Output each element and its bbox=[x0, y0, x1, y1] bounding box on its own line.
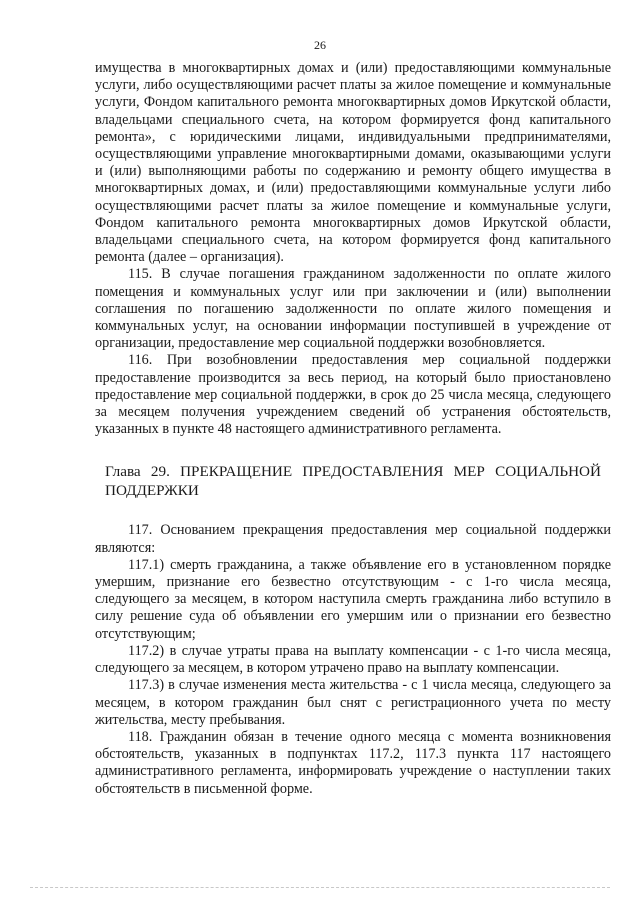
document-body bbox=[95, 60, 611, 798]
page-number: 26 bbox=[314, 38, 326, 52]
paragraph-115: 115. В случае погашения гражданином задолженности по оплате жилого помещения и коммунальных услуг или при заключении и (или) выполнении соглашения по погашению задолженности по оплате жилого помещения и коммунальных услуг, на основании информации поступившей в учреждение от организации, предоставление мер социальной поддержки возобновляется. bbox=[95, 266, 611, 352]
paragraph-117-1: 117.1) смерть гражданина, а также объявление его в установленном порядке умершим, признание его безвестно отсутствующим - с 1-го числа месяца, следующего за месяцем, в котором наступила смерть гражданина либо вступило в силу решение суда об объявлении его умершим или о признании его безвестно отсутствующим; bbox=[95, 556, 611, 642]
paragraph-continuation: имущества в многоквартирных домах и (или) предоставляющими коммунальные услуги, либо осуществляющими расчет платы за жилое помещение и коммунальные услуги, Фондом капитального ремонта многоквартирных домов Иркутской области, владельцами специального счета, на котором формируется фонд капитального ремонта», с юридическими лицами, индивидуальными предпринимателями, осуществляющими управление многоквартирными домами, оказывающими услуги и (или) выполняющими работы по содержанию и ремонту общего имущества в многоквартирных домах, и (или) предоставляющими коммунальные услуги либо осуществляющими расчет платы за жилое помещение и коммунальные услуги, Фондом капитального ремонта многоквартирных домов Иркутской области, владельцами специального счета, на котором формируется фонд капитального ремонта (далее – организация). bbox=[95, 60, 611, 266]
paragraph-117: 117. Основанием прекращения предоставления мер социальной поддержки являются: bbox=[95, 522, 611, 556]
paragraph-118: 118. Гражданин обязан в течение одного месяца с момента возникновения обстоятельств, указанных в подпунктах 117.2, 117.3 пункта 117 настоящего административного регламента, информировать учреждение о наступлении таких обстоятельств в письменной форме. bbox=[95, 728, 611, 797]
chapter-heading: Глава 29. ПРЕКРАЩЕНИЕ ПРЕДОСТАВЛЕНИЯ МЕР СОЦИАЛЬНОЙ ПОДДЕРЖКИ bbox=[105, 463, 601, 500]
paragraph-116: 116. При возобновлении предоставления мер социальной поддержки предоставление производится за весь период, на который было приостановлено предоставление мер социальной поддержки, в срок до 25 числа месяца, следующего за месяцем получения учреждением сведений об устранения обстоятельств, указанных в пункте 48 настоящего административного регламента. bbox=[95, 352, 611, 438]
scan-artifact-line bbox=[30, 887, 610, 888]
paragraph-117-2: 117.2) в случае утраты права на выплату компенсации - с 1-го числа месяца, следующего за месяцем, в котором утрачено право на выплату компенсации. bbox=[95, 642, 611, 677]
paragraph-117-3: 117.3) в случае изменения места жительства - с 1 числа месяца, следующего за месяцем, в котором гражданин был снят с регистрационного учета по месту жительства, месту пребывания. bbox=[95, 677, 611, 728]
